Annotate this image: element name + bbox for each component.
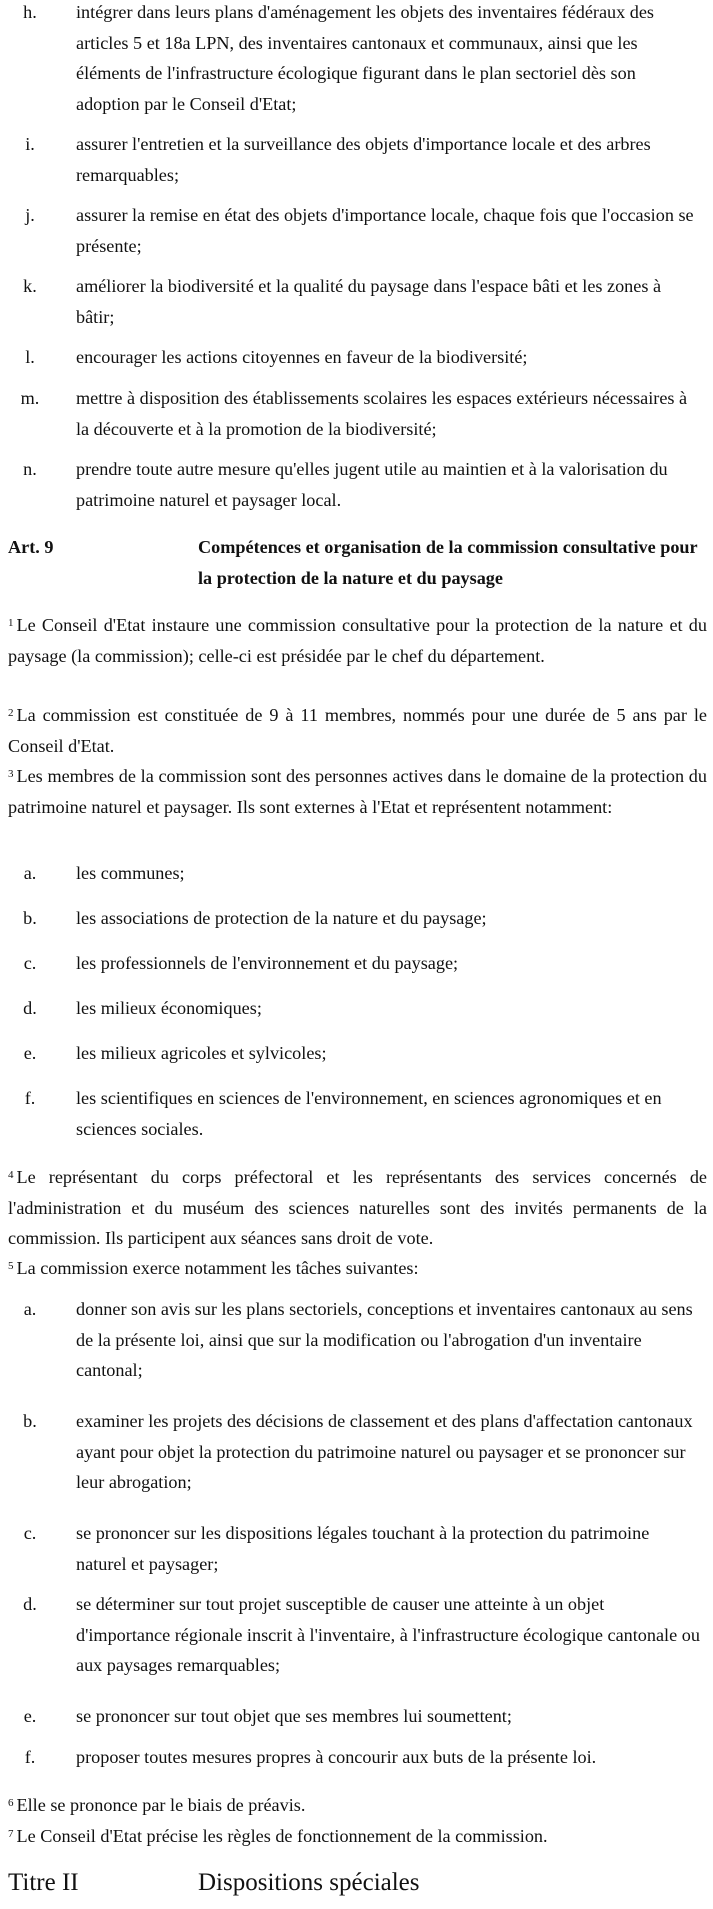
list-text: améliorer la biodiversité et la qualité du paysage dans l'espace bâti et les zones à bâtir; xyxy=(76,276,662,327)
list-letter: b. xyxy=(23,1411,37,1431)
paragraph-text: Le Conseil d'Etat instaure une commission consultative pour la protection de la nature et du paysage (la commission); celle-ci est présidée par le chef du département. xyxy=(8,615,707,666)
paragraph-text: Le Conseil d'Etat précise les règles de fonctionnement de la commission. xyxy=(16,1826,548,1846)
paragraph-number: 1 xyxy=(8,617,14,629)
list-text: les communes; xyxy=(76,863,185,883)
list-text: les professionnels de l'environnement et du paysage; xyxy=(76,953,459,973)
article-title: Compétences et organisation de la commission consultative pour la protection de la nature et du paysage xyxy=(198,537,698,588)
paragraph-4 xyxy=(8,1162,707,1254)
paragraph-6 xyxy=(8,1790,707,1821)
list-letter: f. xyxy=(24,1088,36,1108)
list-text: les scientifiques en sciences de l'environnement, en sciences agronomiques et en sciences sociales. xyxy=(76,1088,662,1139)
paragraph-text: Le représentant du corps préfectoral et les représentants des services concernés de l'administration et du muséum des sciences naturelles sont des invités permanents de la commission. Ils participent aux séances sans droit de vote. xyxy=(8,1167,707,1248)
list-letter: c. xyxy=(23,1523,37,1543)
list-letter: b. xyxy=(23,908,37,928)
paragraph-number: 2 xyxy=(8,707,14,719)
paragraph-number: 5 xyxy=(8,1260,14,1272)
list-letter: e. xyxy=(23,1706,37,1726)
paragraph-5 xyxy=(8,1253,707,1284)
list-letter: m. xyxy=(20,388,40,408)
list-text: les associations de protection de la nature et du paysage; xyxy=(76,908,487,928)
list-letter: a. xyxy=(23,1299,37,1319)
list-text: se prononcer sur les dispositions légales touchant à la protection du patrimoine naturel et paysager; xyxy=(76,1523,650,1574)
list-letter: f. xyxy=(24,1747,36,1767)
paragraph-7 xyxy=(8,1821,707,1852)
list-text: assurer l'entretien et la surveillance des objets d'importance locale et des arbres remarquables; xyxy=(76,134,651,185)
list-letter: d. xyxy=(23,1594,37,1614)
list-text: examiner les projets des décisions de classement et des plans d'affectation cantonaux ayant pour objet la protection du patrimoine naturel ou paysager et se prononcer sur leur abrogation; xyxy=(76,1411,693,1493)
article-number: Art. 9 xyxy=(8,537,54,557)
section-text: Dispositions spéciales xyxy=(198,1869,420,1896)
paragraph-number: 7 xyxy=(8,1828,14,1840)
list-text: les milieux agricoles et sylvicoles; xyxy=(76,1043,327,1063)
section-label: Titre II xyxy=(8,1869,79,1896)
list-letter: h. xyxy=(23,2,37,22)
list-letter: d. xyxy=(23,998,37,1018)
paragraph-number: 4 xyxy=(8,1169,14,1181)
paragraph-text: Les membres de la commission sont des personnes actives dans le domaine de la protection du patrimoine naturel et paysager. Ils sont externes à l'Etat et représentent notamment: xyxy=(8,766,707,817)
list-letter: j. xyxy=(25,205,35,225)
list-letter: a. xyxy=(23,863,37,883)
paragraph-1 xyxy=(8,610,707,671)
paragraph-text: La commission est constituée de 9 à 11 membres, nommés pour une durée de 5 ans par le Conseil d'Etat. xyxy=(8,705,707,756)
list-letter: k. xyxy=(23,276,37,296)
list-text: proposer toutes mesures propres à concourir aux buts de la présente loi. xyxy=(76,1747,597,1767)
list-text: encourager les actions citoyennes en faveur de la biodiversité; xyxy=(76,347,528,367)
list-text: se prononcer sur tout objet que ses membres lui soumettent; xyxy=(76,1706,512,1726)
list-text: prendre toute autre mesure qu'elles jugent utile au maintien et à la valorisation du patrimoine naturel et paysager local. xyxy=(76,459,668,510)
paragraph-text: Elle se prononce par le biais de préavis. xyxy=(16,1795,306,1815)
list-letter: e. xyxy=(23,1043,37,1063)
paragraph-text: La commission exerce notamment les tâches suivantes: xyxy=(16,1258,419,1278)
list-text: intégrer dans leurs plans d'aménagement les objets des inventaires fédéraux des articles 5 et 18a LPN, des inventaires cantonaux et communaux, ainsi que les éléments de l'infrastructure écologique figurant dans le plan sectoriel dès son adoption par le Conseil d'Etat; xyxy=(76,2,655,114)
paragraph-number: 3 xyxy=(8,768,14,780)
paragraph-number: 6 xyxy=(8,1797,14,1809)
list-text: se déterminer sur tout projet susceptible de causer une atteinte à un objet d'importance régionale inscrit à l'inventaire, à l'infrastructure écologique cantonale ou aux paysages remarquables; xyxy=(76,1594,700,1676)
list-text: mettre à disposition des établissements scolaires les espaces extérieurs nécessaires à la découverte et à la promotion de la biodiversité; xyxy=(76,388,688,439)
paragraph-3 xyxy=(8,761,707,822)
list-text: assurer la remise en état des objets d'importance locale, chaque fois que l'occasion se présente; xyxy=(76,205,694,256)
list-letter: l. xyxy=(25,347,35,367)
list-letter: i. xyxy=(25,134,35,154)
paragraph-2 xyxy=(8,700,707,761)
list-letter: n. xyxy=(23,459,37,479)
list-text: donner son avis sur les plans sectoriels, conceptions et inventaires cantonaux au sens de la présente loi, ainsi que sur la modification ou l'abrogation d'un inventaire cantonal; xyxy=(76,1299,693,1381)
list-text: les milieux économiques; xyxy=(76,998,262,1018)
list-letter: c. xyxy=(23,953,37,973)
